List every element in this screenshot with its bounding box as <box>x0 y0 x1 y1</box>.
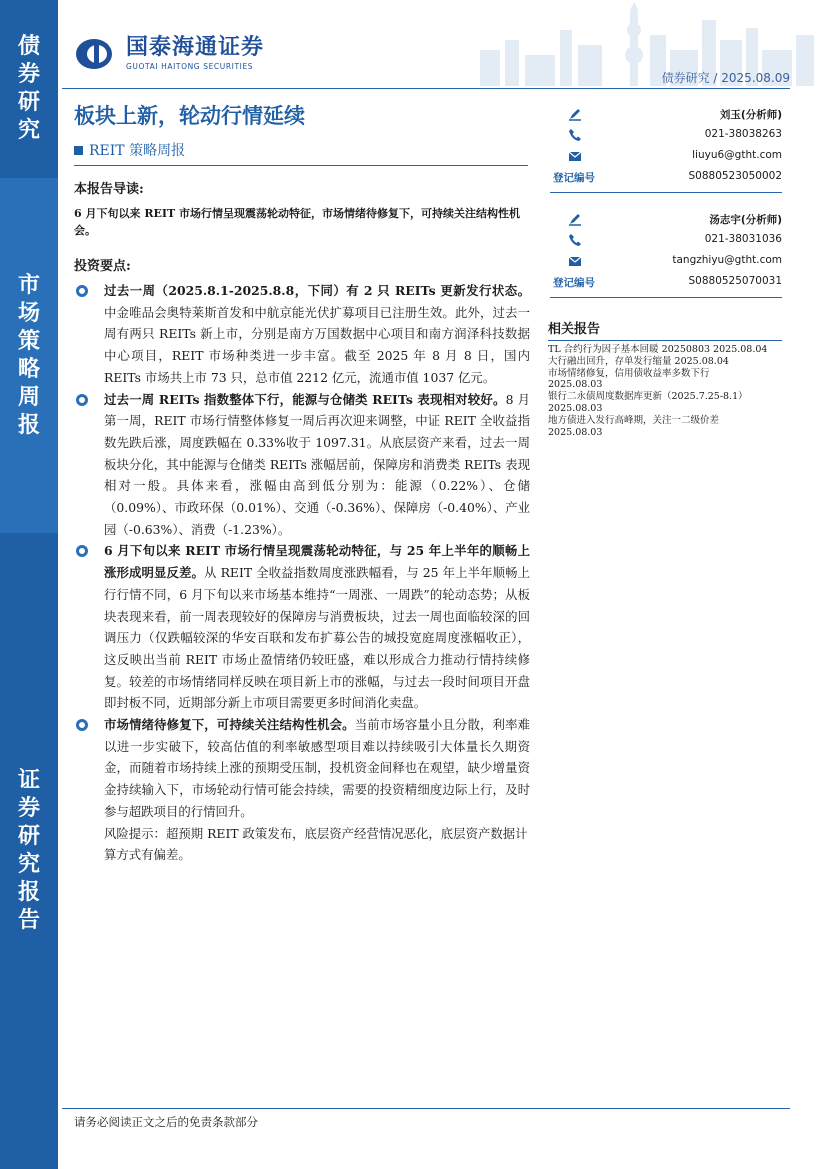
analyst-reg-row <box>550 167 782 188</box>
key-point <box>74 540 530 714</box>
analyst-divider <box>550 192 782 193</box>
analyst-card <box>550 104 782 193</box>
analyst-name: 汤志宇(分析师) <box>709 214 782 226</box>
brand-logo-icon <box>74 37 120 71</box>
related-reports-list <box>548 344 788 438</box>
lead-text: 6 月下旬以来 REIT 市场行情呈现震荡轮动特征，市场情绪待修复下，可持续关注结构性机会。 <box>74 207 520 237</box>
pen-icon <box>568 107 582 121</box>
side-label-bond-research: 债券研究 <box>17 34 40 143</box>
key-point-text: 当前市场容量小且分散，利率难以进一步实破下，较高估值的利率敏感型项目难以持续吸引大体量长久期资金，而随着市场持续上涨的预期受压制，投机资金间释也在观望，缺少增量资金持续输入下，市场轮动行情可能会持续，需要的投资精细度边际上行，及时参与超跌项目的行情回升。 <box>104 717 531 819</box>
analyst-phone: 021-38038263 <box>704 128 782 140</box>
related-reports-divider <box>548 340 782 341</box>
key-point-text: 8 月第一周，REIT 市场行情整体修复一周后再次迎来调整，中证 REIT 全收益指数先跌后涨，周度跌幅在 0.33%收于 1097.31。从底层资产来看，过去一周板块分化，其中能源与仓储类 REITs 涨幅居前，保障房和消费类 REITs 表现相对一般。具体来看，涨幅由高到低分别为：能源（0.22%）、仓储（0.09%）、市政环保（0.01%）、交通（-0.36%）、保障房（-0.40%）、产业园（-0.63%）、消费（-1.23%）。 <box>104 391 531 537</box>
bullet-circle-icon <box>76 719 88 731</box>
analyst-email-row <box>550 251 782 272</box>
related-reports-heading: 相关报告 <box>548 322 601 337</box>
key-point-text: 从 REIT 全收益指数周度涨跌幅看，与 25 年上半年顺畅上行行情不同，6 月下旬以来市场基本维持“一周涨、一周跌”的轮动态势；从板块表现来看，前一周表现较好的保障房与消费板块，过去一周也面临较深的回调压力（仅跌幅较深的华安百联和发布扩募公告的城投宽庭周度涨幅收正），这反映出当前 REIT 市场止盈情绪仍较旺盛，难以形成合力推动行情持续修复。较差的市场情绪同样反映在项目新上市的涨幅，与过去一段时间项目开盘即封板不同，近期部分新上市项目需要更多时间消化卖盘。 <box>104 565 530 711</box>
side-segment-middle <box>0 178 58 533</box>
key-point-text: 中金唯品会奥特莱斯首发和中航京能光伏扩募项目已注册生效。此外，过去一周有两只 REITs 新上市，分别是南方万国数据中心项目和南方润泽科技数据中心项目，REIT 市场种类进一步丰富。截至 2025 年 8 月 8 日，国内 REITs 市场共上市 73 只，总市值 2212 亿元，流通市值 1037 亿元。 <box>104 304 530 385</box>
analyst-divider <box>550 297 782 298</box>
related-report-item[interactable]: 银行二永债周度数据库更新（2025.7.25-8.1） <box>548 391 748 403</box>
key-point-bold: 6 月下旬以来 REIT 市场行情呈现震荡轮动特征，与 25 年上半年的顺畅上涨形成明显反差。 <box>104 543 530 581</box>
related-report-item[interactable]: 市场情绪修复，信用债收益率多数下行 <box>548 367 710 379</box>
phone-icon <box>568 128 582 142</box>
related-report-item[interactable]: TL 合约行为因子基本回暖 20250803 2025.08.04 <box>548 344 768 355</box>
analyst-name-row <box>550 209 782 230</box>
header-divider <box>62 88 790 89</box>
analyst-reg-row <box>550 272 782 293</box>
footer-divider <box>62 1108 790 1109</box>
analyst-reg-label: 登记编号 <box>553 277 595 289</box>
related-report-date: 2025.08.03 <box>548 379 603 391</box>
phone-icon <box>568 233 582 247</box>
report-title: 板块上新，轮动行情延续 <box>74 104 305 128</box>
report-subtitle <box>74 140 185 160</box>
key-point <box>74 389 530 541</box>
brand-logo <box>74 36 264 71</box>
analyst-reg-no: S0880523050002 <box>688 170 782 182</box>
square-bullet-icon <box>74 146 83 155</box>
analyst-phone-row <box>550 125 782 146</box>
key-point-bold: 市场情绪待修复下，可持续关注结构性机会。 <box>104 717 355 733</box>
analyst-phone: 021-38031036 <box>704 233 782 245</box>
brand-name-cn: 国泰海通证券 <box>126 35 265 60</box>
analyst-email[interactable]: liuyu6@gtht.com <box>692 149 782 161</box>
key-point <box>74 714 530 823</box>
pen-icon <box>568 212 582 226</box>
side-band <box>0 0 58 1169</box>
key-points-heading: 投资要点: <box>74 259 131 274</box>
analyst-name: 刘玉(分析师) <box>719 109 782 121</box>
related-report-item[interactable]: 地方债进入发行高峰期，关注一二级价差 <box>548 414 720 426</box>
bullet-circle-icon <box>76 285 88 297</box>
header-meta: 债券研究 / 2025.08.09 <box>661 71 790 85</box>
related-report-date: 2025.08.03 <box>548 402 603 414</box>
side-segment-top <box>0 0 58 178</box>
analyst-card <box>550 209 782 298</box>
side-segment-bottom <box>0 533 58 1169</box>
lead-heading: 本报告导读: <box>74 182 144 197</box>
report-subtitle-text: REIT 策略周报 <box>89 143 186 159</box>
key-point-bold: 过去一周 REITs 指数整体下行，能源与仓储类 REITs 表现相对较好。 <box>104 391 506 407</box>
analyst-name-row <box>550 104 782 125</box>
analyst-email-row <box>550 146 782 167</box>
risk-warning: 风险提示：超预期 REIT 政策发布，底层资产经营情况恶化，底层资产数据计算方式有偏差。 <box>104 825 528 863</box>
key-point <box>74 280 530 389</box>
bullet-circle-icon <box>76 545 88 557</box>
analyst-reg-label: 登记编号 <box>553 172 595 184</box>
analyst-email[interactable]: tangzhiyu@gtht.com <box>672 254 782 266</box>
mail-icon <box>568 254 582 268</box>
side-label-market-strategy: 市场策略周报 <box>17 272 40 438</box>
analyst-phone-row <box>550 230 782 251</box>
subtitle-divider <box>74 165 528 166</box>
bullet-circle-icon <box>76 394 88 406</box>
main-column <box>74 178 530 866</box>
related-report-item[interactable]: 大行融出回升，存单发行缩量 2025.08.04 <box>548 355 729 367</box>
footer-disclaimer: 请务必阅读正文之后的免责条款部分 <box>74 1115 258 1129</box>
related-report-date: 2025.08.03 <box>548 426 603 438</box>
analyst-reg-no: S0880525070031 <box>688 275 782 287</box>
key-point-bold: 过去一周（2025.8.1-2025.8.8，下同）有 2 只 REITs 更新发行状态。 <box>104 283 530 298</box>
side-label-securities-report: 证券研究报告 <box>17 768 40 933</box>
mail-icon <box>568 149 582 163</box>
brand-name-en: GUOTAI HAITONG SECURITIES <box>126 62 254 71</box>
